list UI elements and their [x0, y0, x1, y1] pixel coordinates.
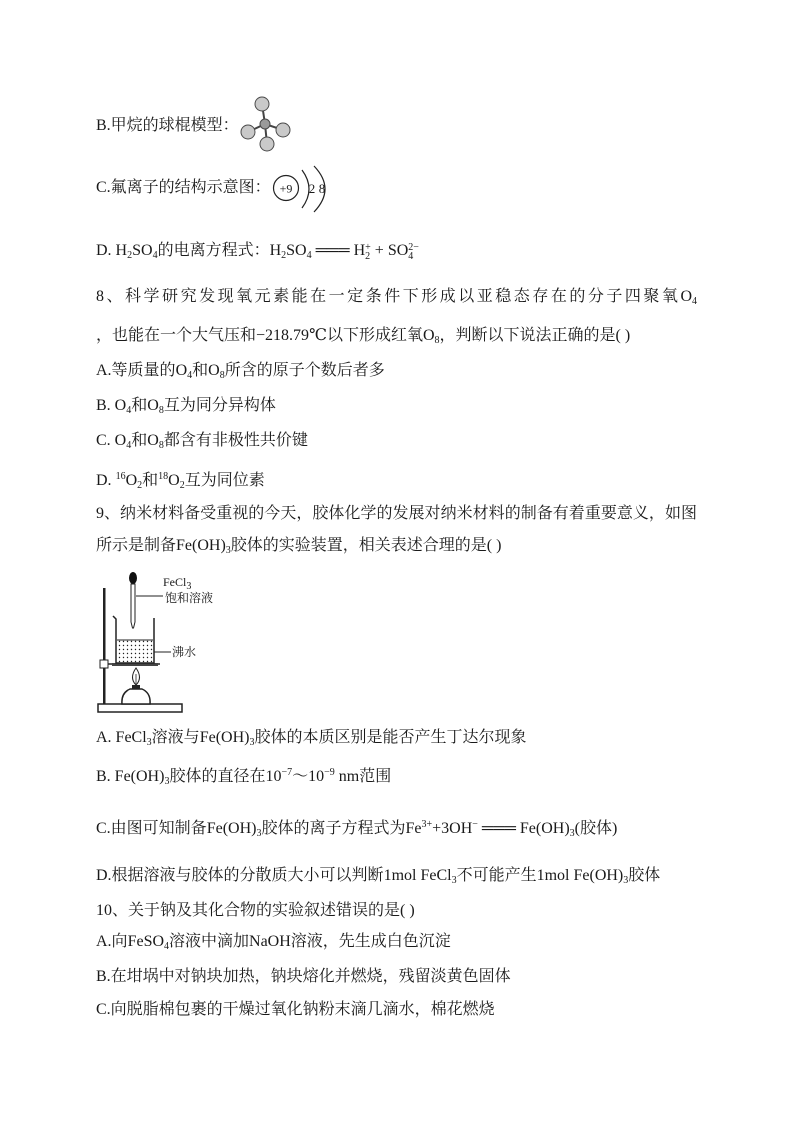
subscript: 8: [158, 440, 164, 451]
text-run: 和: [131, 397, 148, 414]
text-run: 所示是制备: [96, 537, 177, 554]
text-run: 和: [192, 362, 209, 379]
text-run: O: [147, 432, 159, 449]
text-run: 的电离方程式：H: [157, 242, 282, 259]
text-run: O: [168, 472, 180, 489]
nucleus-charge: +9: [279, 181, 293, 196]
text-run: 溶液与: [151, 729, 200, 746]
text-run: A. FeCl: [96, 729, 147, 746]
text-run: 10: [265, 768, 282, 785]
text-run: 和: [131, 432, 148, 449]
text-run: B.甲烷的球棍模型：: [96, 117, 239, 134]
text-run: SO: [286, 242, 307, 259]
superscript: −: [472, 819, 478, 830]
carbon-atom: [260, 119, 270, 129]
text-run: 8、科学研究发现氧元素能在一定条件下形成以亚稳态存在的分子四聚氧: [96, 288, 681, 305]
text-run: Fe(OH): [519, 820, 570, 837]
text-run: O: [208, 362, 220, 379]
subscript: 3: [146, 737, 152, 748]
text-run: nm: [334, 768, 360, 785]
text-run: 以下形成红氧: [326, 327, 423, 344]
text-run: B.在坩埚中对钠块加热，钠块熔化并燃烧，残留淡黄色固体: [96, 968, 511, 985]
q7-option-b: [96, 115, 239, 137]
text-run: O: [175, 362, 188, 379]
subscript: 4: [408, 251, 414, 262]
text-run: 10: [308, 768, 325, 785]
subscript: 4: [692, 296, 697, 307]
reagent-state-label: [165, 591, 213, 605]
boiling-water: [117, 640, 153, 663]
q8-option-a: [96, 360, 385, 382]
text-run: 9、纳米材料备受重视的今天，胶体化学的发展对纳米材料的制备有着重要意义，如图: [96, 505, 697, 522]
superscript: 2−: [408, 242, 419, 253]
text-run: 不可能产生: [456, 867, 537, 884]
q10-stem: [96, 900, 415, 922]
text-run: 10、关于钠及其化合物的实验叙述错误的是( ): [96, 902, 415, 919]
ring-clamp: [100, 660, 108, 668]
q8-stem-line-2: [96, 325, 630, 347]
subscript: 2: [127, 250, 133, 261]
subscript: 4: [187, 370, 193, 381]
text-run: D.: [96, 472, 116, 489]
text-run: 沸水: [172, 645, 197, 659]
text-run: O: [422, 327, 435, 344]
q9-stem-line-1: [96, 503, 697, 525]
hydrogen-atom: [276, 123, 290, 137]
text-run: O: [114, 432, 127, 449]
text-run: A.向: [96, 933, 128, 950]
text-run: Fe(OH): [199, 729, 250, 746]
text-run: (胶体): [574, 820, 618, 837]
text-run: B.: [96, 768, 115, 785]
subscript: 4: [152, 250, 158, 261]
superscript: −9: [324, 767, 335, 778]
text-run: 胶体的实验装置，相关表述合理的是( ): [230, 537, 502, 554]
text-run: 1mol Fe(OH): [536, 867, 624, 884]
subscript: 2: [281, 250, 287, 261]
text-run: ═══: [477, 820, 520, 837]
text-run: FeCl: [163, 575, 187, 589]
q9-stem-line-2: [96, 535, 501, 557]
subscript: 8: [434, 335, 440, 346]
text-run: C.: [96, 432, 115, 449]
superscript: −7: [281, 767, 293, 778]
q9-option-a: [96, 727, 526, 749]
subscript: 3: [249, 737, 255, 748]
text-run: 饱和溶液: [165, 591, 214, 605]
text-run: C.氟离子的结构示意图：: [96, 179, 271, 196]
q10-option-b: [96, 966, 511, 988]
shell-2-electrons: 8: [318, 181, 326, 196]
text-run: ，也能在一个大气压和: [96, 327, 257, 344]
dropper-tube: [131, 584, 135, 628]
hydrogen-atom: [255, 97, 269, 111]
text-run: 互为同位素: [184, 472, 265, 489]
text-run: D.根据溶液与胶体的分散质大小可以判断: [96, 867, 384, 884]
text-run: 所含的原子个数后者多: [224, 362, 385, 379]
q10-option-c: [96, 999, 495, 1021]
text-run: 1mol FeCl: [383, 867, 452, 884]
text-run: 都含有非极性共价键: [163, 432, 308, 449]
alcohol-lamp: [122, 689, 150, 704]
shell-1-electrons: 2: [308, 181, 316, 196]
subscript: 2: [365, 251, 371, 262]
subscript: 3: [225, 545, 231, 556]
text-run: D. H: [96, 242, 128, 259]
text-run: O: [114, 397, 127, 414]
stand-base: [98, 704, 182, 712]
q10-option-a: [96, 931, 451, 953]
text-run: O: [125, 472, 138, 489]
text-run: 范围: [359, 768, 392, 785]
hydrogen-atom: [241, 125, 255, 139]
q8-option-d: [96, 466, 265, 491]
text-run: 胶体的本质区别是能否产生丁达尔现象: [254, 729, 527, 746]
text-run: Fe: [405, 820, 422, 837]
subscript: 4: [164, 941, 170, 952]
text-run: H: [353, 242, 366, 259]
subscript: 8: [219, 370, 225, 381]
q8-stem-line-1: [96, 286, 697, 308]
text-run: +3OH: [432, 820, 473, 837]
subscript: 3: [569, 828, 575, 839]
q9-option-b: [96, 762, 392, 787]
text-run: 胶体的离子方程式为: [261, 820, 406, 837]
text-run: Fe(OH): [114, 768, 165, 785]
q7-option-c: [96, 177, 271, 199]
text-run: −218.79℃: [256, 327, 327, 344]
text-run: 胶体: [628, 867, 661, 884]
subscript: 3: [256, 828, 262, 839]
stand-rod: [103, 588, 106, 706]
hydrogen-atom: [260, 137, 274, 151]
q8-option-b: [96, 395, 276, 417]
text-run: ═══: [311, 242, 354, 259]
superscript: 16: [115, 471, 126, 482]
dropper-bulb: [129, 572, 137, 584]
q9-option-d: [96, 865, 660, 887]
text-run: A.等质量的: [96, 362, 176, 379]
subscript: 8: [158, 405, 164, 416]
q7-option-d: [96, 240, 419, 262]
subscript: 4: [126, 440, 132, 451]
text-run: ，判断以下说法正确的是( ): [439, 327, 631, 344]
methane-ball-stick-model: [238, 93, 294, 155]
text-run: C.由图可知制备: [96, 820, 207, 837]
q8-option-c: [96, 430, 308, 452]
subscript: 4: [306, 250, 312, 261]
subscript: 2: [137, 480, 143, 491]
subscript: 2: [179, 480, 185, 491]
superscript: +: [365, 242, 371, 253]
text-run: + SO: [370, 242, 409, 259]
text-run: 胶体的直径在: [169, 768, 266, 785]
text-run: 和: [142, 472, 159, 489]
q9-option-c: [96, 814, 618, 839]
subscript: 4: [126, 405, 132, 416]
subscript: 3: [451, 875, 457, 886]
fluoride-ion-structure-diagram: [270, 162, 332, 216]
text-run: Fe(OH): [176, 537, 226, 554]
subscript: 3: [164, 776, 170, 787]
text-run: 互为同分异构体: [163, 397, 276, 414]
boiling-water-label: [172, 645, 196, 659]
text-run: B.: [96, 397, 115, 414]
superscript: 3+: [421, 819, 433, 830]
text-run: O: [680, 288, 692, 305]
text-run: C.向脱脂棉包裹的干燥过氧化钠粉末滴几滴水，棉花燃烧: [96, 1001, 495, 1018]
text-run: Fe(OH): [206, 820, 257, 837]
subscript: 3: [186, 581, 192, 592]
text-run: O: [147, 397, 159, 414]
subscript: 3: [623, 875, 629, 886]
text-run: FeSO: [127, 933, 165, 950]
superscript: 18: [158, 471, 169, 482]
stacked-script: [408, 243, 419, 261]
text-run: SO: [132, 242, 153, 259]
text-run: ～: [292, 768, 309, 785]
text-run: 溶液中滴加NaOH溶液，先生成白色沉淀: [169, 933, 451, 950]
